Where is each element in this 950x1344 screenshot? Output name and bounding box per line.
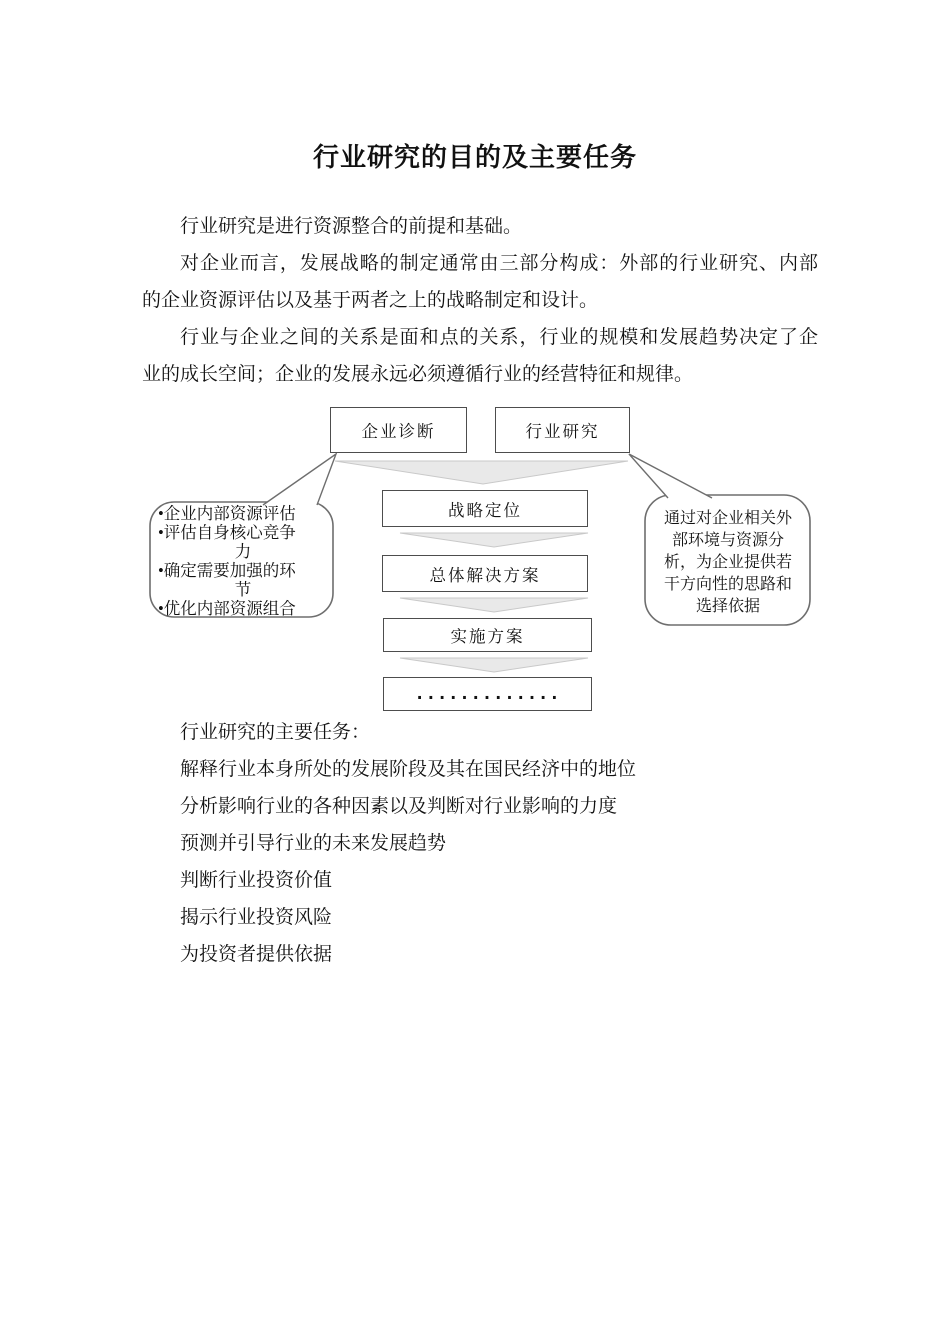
funnel-arrow — [335, 461, 628, 484]
box-ellipsis-label: ............. — [414, 684, 561, 704]
left-callout-item-wrap: 力 — [234, 542, 252, 561]
paragraph-3-line-1: 行业与企业之间的关系是面和点的关系，行业的规模和发展趋势决定了企 — [180, 327, 818, 348]
right-callout-line: 通过对企业相关外 — [663, 510, 792, 527]
box-overall-solution — [382, 555, 588, 592]
paragraph-2-line-1: 对企业而言，发展战略的制定通常由三部分构成：外部的行业研究、内部 — [180, 253, 818, 274]
box-ellipsis — [383, 677, 592, 711]
box-industry-research — [495, 407, 630, 453]
right-callout-line: 析，为企业提供若 — [663, 554, 792, 571]
task-item: 判断行业投资价值 — [180, 870, 333, 891]
left-callout-list — [158, 504, 328, 618]
left-callout-item-wrap: 节 — [234, 580, 252, 599]
right-callout-line: 部环境与资源分 — [671, 532, 784, 549]
task-item: 分析影响行业的各种因素以及判断对行业影响的力度 — [180, 796, 618, 817]
box-implementation-plan — [383, 618, 592, 652]
right-callout-line: 选择依据 — [695, 598, 760, 615]
page-title: 行业研究的目的及主要任务 — [312, 143, 637, 172]
box-implementation-plan-label: 实施方案 — [450, 627, 525, 646]
task-item: 解释行业本身所处的发展阶段及其在国民经济中的地位 — [180, 759, 637, 780]
left-callout-item: •确定需要加强的环 — [158, 561, 296, 580]
box-strategic-positioning-label: 战略定位 — [448, 500, 522, 520]
down-arrow-1 — [400, 533, 588, 547]
box-overall-solution-label: 总体解决方案 — [429, 565, 541, 585]
task-item: 揭示行业投资风险 — [180, 907, 333, 928]
down-arrow-2 — [400, 598, 588, 612]
task-item: 为投资者提供依据 — [180, 944, 333, 965]
left-callout-item: •评估自身核心竞争 — [158, 523, 296, 542]
left-callout-item: •企业内部资源评估 — [158, 504, 296, 523]
paragraph-2-line-2: 的企业资源评估以及基于两者之上的战略制定和设计。 — [142, 290, 599, 311]
box-enterprise-diagnosis — [330, 407, 467, 453]
box-industry-research-label: 行业研究 — [525, 422, 600, 441]
paragraph-1: 行业研究是进行资源整合的前提和基础。 — [180, 216, 523, 237]
task-list-heading: 行业研究的主要任务： — [180, 722, 371, 743]
task-item: 预测并引导行业的未来发展趋势 — [180, 833, 447, 854]
right-callout-note — [648, 508, 808, 618]
paragraph-3-line-2: 业的成长空间；企业的发展永远必须遵循行业的经营特征和规律。 — [142, 364, 694, 385]
left-callout-item: •优化内部资源组合 — [158, 599, 296, 618]
box-strategic-positioning — [382, 490, 588, 527]
box-enterprise-diagnosis-label: 企业诊断 — [361, 422, 436, 441]
right-callout-line: 干方向性的思路和 — [663, 576, 792, 593]
down-arrow-3 — [400, 658, 588, 672]
